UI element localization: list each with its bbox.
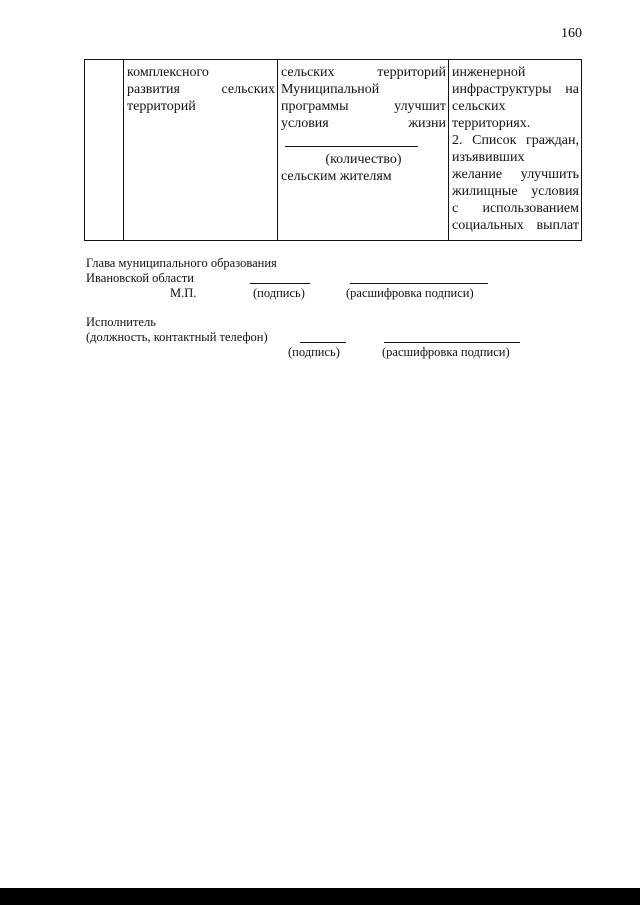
page-number: 160 [561, 26, 582, 41]
cell-line: развития сельских [127, 82, 275, 97]
decoding-caption: (расшифровка подписи) [346, 286, 474, 300]
program-table [84, 59, 582, 241]
decoding-line [350, 283, 488, 284]
cell-line: 2. Список граждан, [452, 133, 579, 148]
cell-line: с использованием [452, 201, 579, 216]
cell-line: условия жизни [281, 116, 446, 131]
blank-fill-line [285, 140, 418, 147]
cell-line: сельским жителям [281, 169, 392, 184]
table-row [85, 60, 582, 241]
cell-line: инфраструктуры на [452, 82, 579, 97]
cell-line: изъявивших [452, 150, 525, 165]
head-title-line1: Глава муниципального образования [86, 256, 277, 270]
table-cell-number [85, 60, 124, 241]
cell-line: желание улучшить [452, 167, 579, 182]
table-cell-result [278, 60, 449, 241]
signature-line [250, 283, 310, 284]
cell-line: Муниципальной [281, 82, 380, 97]
executor-signature-line [300, 342, 346, 343]
signature-caption: (подпись) [253, 286, 305, 300]
cell-line: социальных выплат [452, 218, 579, 233]
cell-line: комплексного [127, 65, 209, 80]
cell-line: территориях. [452, 116, 531, 131]
stamp-label: М.П. [170, 286, 197, 300]
cell-line: жилищные условия [452, 184, 579, 199]
executor-signature-caption: (подпись) [288, 345, 340, 359]
executor-decoding-line [384, 342, 520, 343]
head-title-line2: Ивановской области [86, 271, 194, 285]
table-cell-indicator [449, 60, 582, 241]
quantity-placeholder: (количество) [325, 152, 402, 167]
cell-line: территорий [127, 99, 196, 114]
cell-line: сельских [452, 99, 506, 114]
scan-bottom-edge [0, 888, 640, 905]
executor-details: (должность, контактный телефон) [86, 330, 268, 344]
executor-decoding-caption: (расшифровка подписи) [382, 345, 510, 359]
cell-line: программы улучшит [281, 99, 446, 114]
executor-title: Исполнитель [86, 315, 156, 329]
cell-line: инженерной [452, 65, 526, 80]
table-cell-title [124, 60, 278, 241]
cell-line: сельских территорий [281, 65, 446, 80]
